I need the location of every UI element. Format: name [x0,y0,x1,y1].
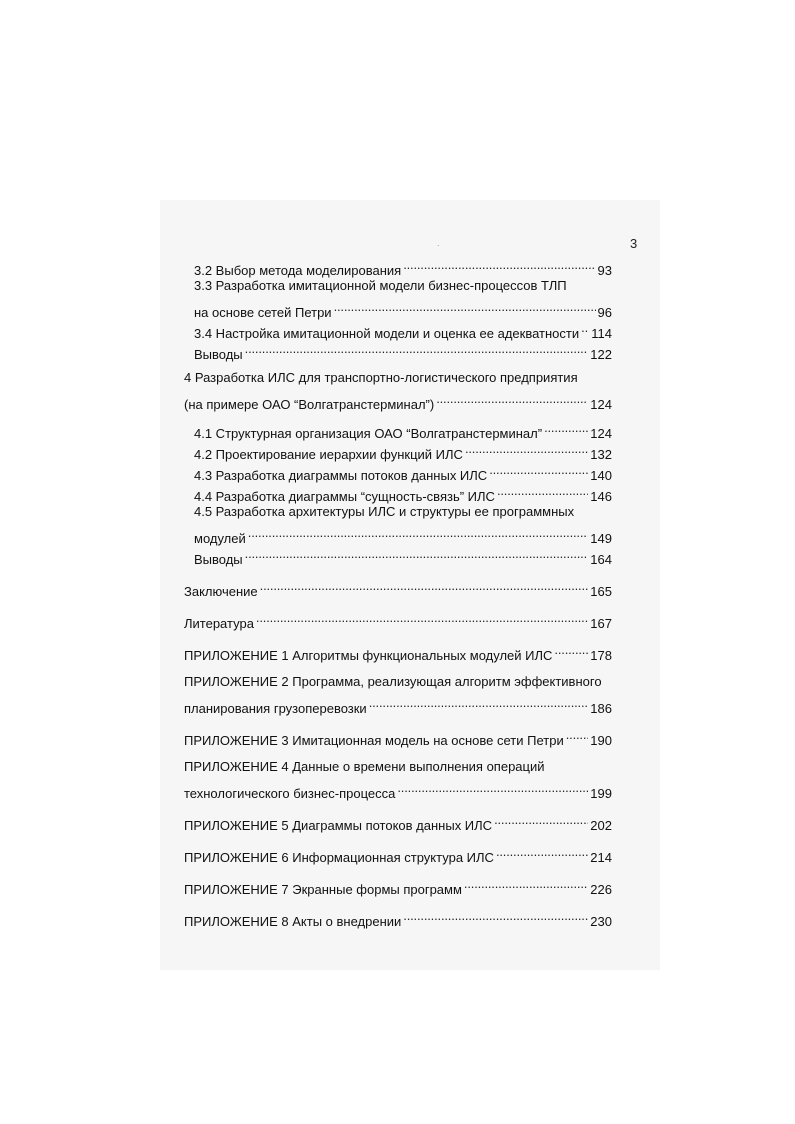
toc-entry-4-5-line1[interactable]: 4.5 Разработка архитектуры ИЛС и структуры ее программных [194,504,575,519]
dot-leader [581,317,589,338]
dot-leader [369,692,589,713]
dot-leader [436,388,588,409]
dot-leader [496,841,588,862]
page-number: 3 [630,236,638,251]
toc-entry-4-1[interactable]: 4.1 Структурная организация ОАО “Волгатранстерминал” . . . 124 [184,417,612,438]
toc-entry-4-4[interactable]: 4.4 Разработка диаграммы “сущность-связь” ИЛС . . . 146 [184,480,612,501]
dot-leader [465,438,588,459]
toc-appendix-4-line1[interactable]: ПРИЛОЖЕНИЕ 4 Данные о времени выполнения операций [184,759,545,774]
stray-mark: . [437,238,440,248]
toc-entry-3-conclusions[interactable]: Выводы . . . 122 [184,338,612,359]
dot-leader [544,417,588,438]
toc-appendix-2[interactable]: планирования грузоперевозки . . . 186 [184,692,612,713]
toc-entry-3-2[interactable]: 3.2 Выбор метода моделирования . . . 93 [184,254,612,275]
dot-leader [494,809,588,830]
toc-entry-3-4[interactable]: 3.4 Настройка имитационной модели и оценка ее адекватности . . . 114 [184,317,612,338]
toc-chapter-4[interactable]: (на примере ОАО “Волгатранстерминал”) . . . 124 [184,388,612,409]
dot-leader [497,480,588,501]
toc-entry-4-5[interactable]: модулей . . . 149 [184,522,612,543]
dot-leader [489,459,588,480]
dot-leader [464,873,588,894]
dot-leader [403,254,595,275]
toc-appendix-1[interactable]: ПРИЛОЖЕНИЕ 1 Алгоритмы функциональных модулей ИЛС . . . 178 [184,639,612,660]
dot-leader [334,296,596,317]
dot-leader [260,575,589,596]
toc-entry-3-3-line1[interactable]: 3.3 Разработка имитационной модели бизнес-процессов ТЛП [194,278,567,293]
toc-appendix-7[interactable]: ПРИЛОЖЕНИЕ 7 Экранные формы программ . . . 226 [184,873,612,894]
dot-leader [397,777,588,798]
toc-entry-4-conclusions[interactable]: Выводы . . . 164 [184,543,612,564]
toc-appendix-6[interactable]: ПРИЛОЖЕНИЕ 6 Информационная структура ИЛС . . . 214 [184,841,612,862]
toc-appendix-4[interactable]: технологического бизнес-процесса . . . 199 [184,777,612,798]
toc-literature[interactable]: Литература . . . 167 [184,607,612,628]
toc-appendix-8[interactable]: ПРИЛОЖЕНИЕ 8 Акты о внедрении . . . 230 [184,905,612,926]
toc-appendix-3[interactable]: ПРИЛОЖЕНИЕ 3 Имитационная модель на основе сети Петри . . . 190 [184,724,612,745]
toc-appendix-2-line1[interactable]: ПРИЛОЖЕНИЕ 2 Программа, реализующая алгоритм эффективного [184,674,602,689]
table-of-contents [184,254,612,929]
dot-leader [403,905,588,926]
dot-leader [245,338,589,359]
toc-entry-4-2[interactable]: 4.2 Проектирование иерархии функций ИЛС . . . 132 [184,438,612,459]
toc-entry-3-3[interactable]: на основе сетей Петри . . . 96 [184,296,612,317]
dot-leader [245,543,589,564]
toc-chapter-4-line1[interactable]: 4 Разработка ИЛС для транспортно-логистического предприятия [184,370,578,385]
toc-conclusion[interactable]: Заключение . . . 165 [184,575,612,596]
dot-leader [566,724,589,745]
dot-leader [256,607,588,628]
dot-leader [554,639,588,660]
toc-entry-4-3[interactable]: 4.3 Разработка диаграммы потоков данных ИЛС . . . 140 [184,459,612,480]
dot-leader [248,522,589,543]
toc-appendix-5[interactable]: ПРИЛОЖЕНИЕ 5 Диаграммы потоков данных ИЛС . . . 202 [184,809,612,830]
